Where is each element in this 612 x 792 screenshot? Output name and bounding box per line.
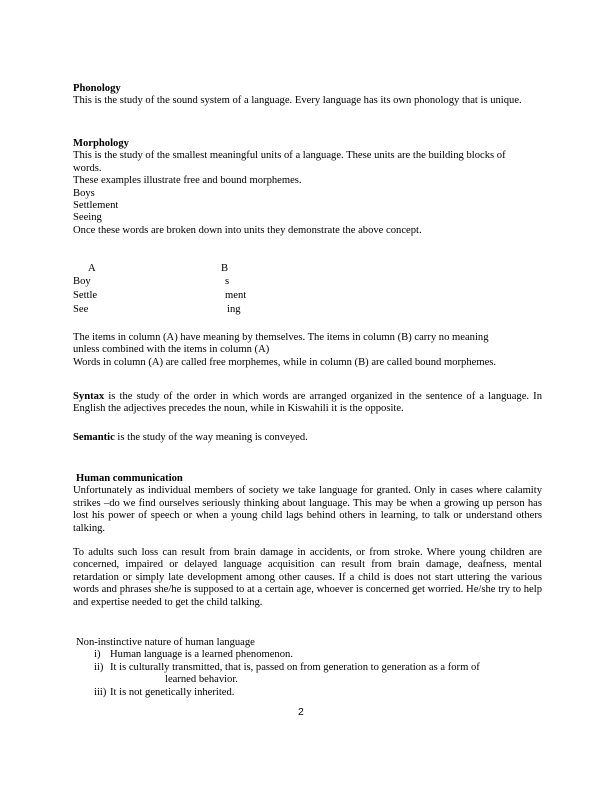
human-communication-section (73, 473, 542, 609)
list-item (76, 687, 545, 699)
column-b-cell: ment (225, 290, 247, 301)
morphology-conclusion: Once these words are broken down into units they demonstrate the above concept. (73, 224, 422, 236)
column-b-cell: s (225, 276, 230, 287)
morphology-definition: This is the study of the smallest meaningful units of a language. These units are the building blocks of words. (73, 150, 506, 174)
list-item (76, 662, 545, 687)
phonology-section (73, 83, 542, 108)
example-word: Boys (73, 187, 95, 199)
non-instinctive-heading: Non-instinctive nature of human language (76, 637, 255, 648)
list-item-number: ii) (94, 661, 104, 673)
phonology-heading: Phonology (73, 83, 121, 94)
page-number: 2 (298, 706, 304, 718)
semantic-term: Semantic (73, 432, 115, 443)
example-word: Settlement (73, 200, 119, 212)
list-item-text: It is culturally transmitted, that is, passed on from generation to generation as a form of (110, 661, 480, 673)
list-item-text: It is not genetically inherited. (110, 686, 235, 698)
example-word: Seeing (73, 212, 102, 224)
morphology-examples-intro: These examples illustrate free and bound morphemes. (73, 175, 302, 187)
morphology-section (73, 138, 542, 237)
column-a-cell: See (73, 304, 89, 315)
list-item-number: iii) (94, 686, 107, 698)
column-b-header: B (221, 263, 229, 274)
human-communication-heading: Human communication (76, 473, 183, 484)
list-item-number: i) (94, 649, 101, 661)
column-a-cell: Settle (73, 290, 98, 301)
semantic-definition: is the study of the way meaning is conveyed. (114, 432, 308, 443)
morpheme-explanation (73, 332, 542, 369)
syntax-definition: is the study of the order in which words are arranged organized in the sentence of a language. In English the adjectives precedes the noun, while in Kiswahili it is the opposite. (73, 391, 542, 415)
list-item-continuation: learned behavior. (165, 674, 238, 686)
non-instinctive-section (76, 637, 545, 699)
list-item-text: Human language is a learned phenomenon. (110, 649, 293, 661)
column-a-cell: Boy (73, 276, 91, 287)
syntax-term: Syntax (73, 391, 105, 402)
human-communication-paragraph-2: To adults such loss can result from brain damage in accidents, or from stroke. Where young children are concerned, impaired or delayed language acquisition can result from brain damage, deafness, mental retardation or simply late development among other causes. If a child is does not start uttering the various words and phrases she/he is supposed to at a certain age, whoever is concerned get worried. He/she try to help and expertise needed to get the child talking. (73, 547, 542, 608)
syntax-section (73, 391, 542, 416)
human-communication-paragraph-1: Unfortunately as individual members of society we take language for granted. Only in cases where calamity strikes –do we find ourselves seriously thinking about language. This may be when a growing up person has lost his power of speech or when a young child lags behind others in learning, to talk or understand others talking. (73, 485, 542, 534)
phonology-body: This is the study of the sound system of a language. Every language has its own phonology that is unique. (73, 95, 522, 107)
explanation-free-bound: Words in column (A) are called free morphemes, while in column (B) are called bound morphemes. (73, 356, 497, 368)
explanation-columns: The items in column (A) have meaning by themselves. The items in column (B) carry no meaning unless combined with the items in column (A) (73, 332, 489, 356)
column-a-header: A (88, 263, 96, 274)
non-instinctive-list (76, 649, 545, 699)
column-b-cell: ing (227, 304, 241, 315)
morphology-heading: Morphology (73, 138, 129, 149)
semantic-section (73, 432, 542, 444)
list-item (76, 649, 545, 661)
